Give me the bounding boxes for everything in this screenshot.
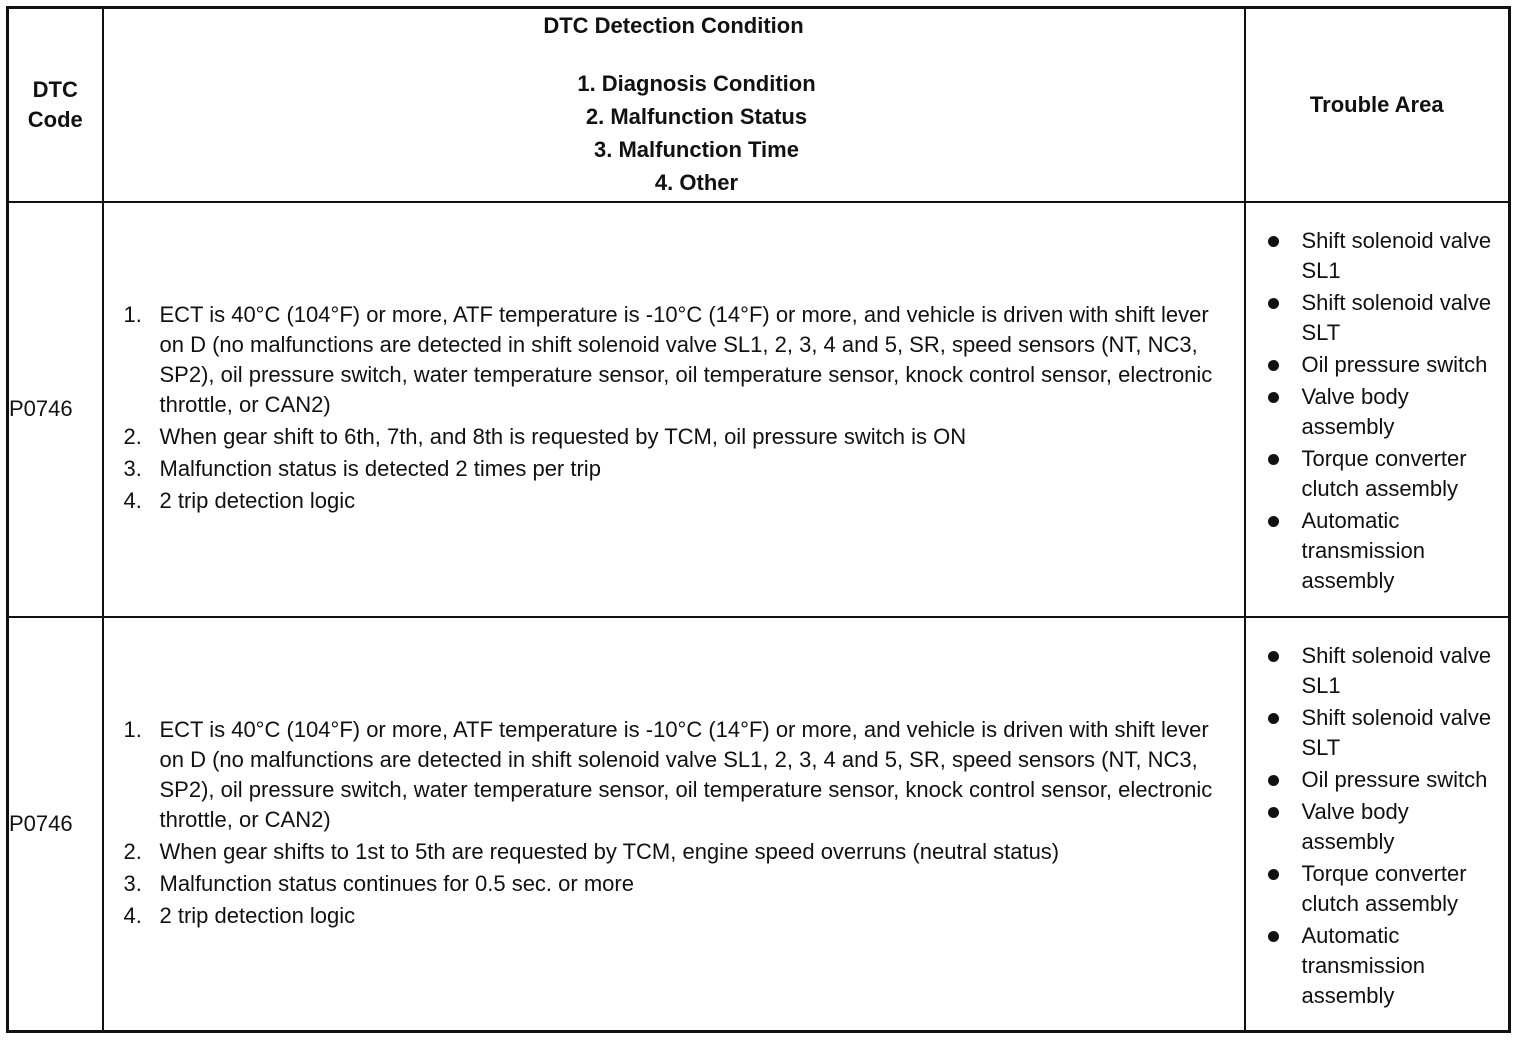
condition-list (104, 715, 1244, 931)
condition-text: 2 trip detection logic (159, 488, 356, 513)
bullet-icon (1268, 931, 1279, 942)
condition-number: 4. (123, 488, 142, 513)
condition-legend (104, 67, 1244, 199)
trouble-area-text: Automatic transmission assembly (1301, 508, 1425, 593)
condition-text: Malfunction status continues for 0.5 sec. or more (159, 870, 634, 896)
trouble-area-item (1266, 921, 1505, 1011)
dtc-table (6, 6, 1511, 1033)
trouble-area-text: Valve body assembly (1301, 384, 1409, 439)
condition-text: Malfunction status is detected 2 times per trip (159, 456, 601, 481)
trouble-area-text: Automatic transmission assembly (1301, 922, 1425, 1008)
bullet-icon (1268, 236, 1279, 247)
bullet-icon (1268, 651, 1279, 662)
condition-legend-item: 3. Malfunction Time (594, 136, 799, 162)
condition-item (124, 869, 1224, 899)
trouble-area-list (1246, 635, 1509, 1011)
trouble-area-text: Oil pressure switch (1301, 766, 1488, 792)
condition-legend-item: 2. Malfunction Status (585, 103, 808, 129)
trouble-area-item (1266, 765, 1505, 795)
condition-text: ECT is 40°C (104°F) or more, ATF temperature is -10°C (14°F) or more, and vehicle is driven with shift lever on D (no malfunctions are detected in shift solenoid valve SL1, 2, 3, 4 and 5, SR, speed sensors (NT, NC3, SP2), oil pressure switch, water temperature sensor, oil temperature sensor, knock control sensor, electronic throttle, or CAN2) (159, 302, 1213, 417)
bullet-icon (1268, 516, 1279, 527)
trouble-area-item (1266, 382, 1505, 442)
condition-number: 3. (123, 870, 142, 896)
trouble-area-item (1266, 797, 1505, 857)
trouble-area-cell (1245, 202, 1510, 617)
detection-condition-cell (103, 202, 1245, 617)
trouble-area-item (1266, 703, 1505, 763)
trouble-area-cell (1245, 617, 1510, 1032)
condition-number: 3. (123, 456, 142, 481)
condition-item (124, 422, 1224, 452)
trouble-area-text: Shift solenoid valve SLT (1301, 704, 1492, 760)
trouble-area-item (1266, 859, 1505, 919)
trouble-area-header: Trouble Area (1245, 8, 1510, 202)
condition-number: 4. (123, 902, 142, 928)
condition-number: 1. (123, 302, 142, 327)
bullet-icon (1268, 807, 1279, 818)
trouble-area-item (1266, 288, 1505, 348)
condition-number: 2. (123, 424, 142, 449)
trouble-area-text: Shift solenoid valve SL1 (1301, 642, 1492, 698)
trouble-area-item (1266, 641, 1505, 701)
dtc-code-header: DTC Code (8, 8, 103, 202)
trouble-area-text: Shift solenoid valve SLT (1301, 290, 1492, 345)
trouble-area-list (1246, 220, 1509, 596)
condition-text: ECT is 40°C (104°F) or more, ATF temperature is -10°C (14°F) or more, and vehicle is driven with shift lever on D (no malfunctions are detected in shift solenoid valve SL1, 2, 3, 4 and 5, SR, speed sensors (NT, NC3, SP2), oil pressure switch, water temperature sensor, oil temperature sensor, knock control sensor, electronic throttle, or CAN2) (159, 716, 1213, 832)
table-row (8, 617, 1510, 1032)
condition-item (124, 300, 1224, 420)
trouble-area-item (1266, 226, 1505, 286)
trouble-area-text: Valve body assembly (1301, 798, 1409, 854)
condition-item (124, 715, 1224, 835)
bullet-icon (1268, 392, 1279, 403)
trouble-area-text: Torque converter clutch assembly (1301, 446, 1467, 501)
dtc-code-cell: P0746 (8, 202, 103, 617)
condition-number: 2. (123, 838, 142, 864)
trouble-area-text: Oil pressure switch (1301, 352, 1488, 377)
condition-item (124, 454, 1224, 484)
dtc-code-cell: P0746 (8, 617, 103, 1032)
bullet-icon (1268, 454, 1279, 465)
condition-item (124, 837, 1224, 867)
detection-condition-cell (103, 617, 1245, 1032)
condition-text: 2 trip detection logic (159, 902, 356, 928)
trouble-area-text: Shift solenoid valve SL1 (1301, 228, 1492, 283)
bullet-icon (1268, 713, 1279, 724)
condition-number: 1. (123, 716, 142, 742)
condition-item (124, 901, 1224, 931)
bullet-icon (1268, 775, 1279, 786)
trouble-area-item (1266, 350, 1505, 380)
condition-legend-item: 1. Diagnosis Condition (577, 70, 816, 96)
condition-text: When gear shift to 6th, 7th, and 8th is requested by TCM, oil pressure switch is ON (159, 424, 967, 449)
table-row (8, 202, 1510, 617)
trouble-area-text: Torque converter clutch assembly (1301, 860, 1467, 916)
header-row (8, 8, 1510, 202)
condition-legend-item: 4. Other (654, 169, 739, 195)
trouble-area-item (1266, 506, 1505, 596)
detection-condition-header (103, 8, 1245, 202)
bullet-icon (1268, 360, 1279, 371)
trouble-area-item (1266, 444, 1505, 504)
condition-list (104, 300, 1244, 516)
bullet-icon (1268, 869, 1279, 880)
condition-item (124, 486, 1224, 516)
detection-condition-title: DTC Detection Condition (543, 12, 804, 38)
bullet-icon (1268, 298, 1279, 309)
condition-text: When gear shifts to 1st to 5th are requested by TCM, engine speed overruns (neutral status) (159, 838, 1060, 864)
